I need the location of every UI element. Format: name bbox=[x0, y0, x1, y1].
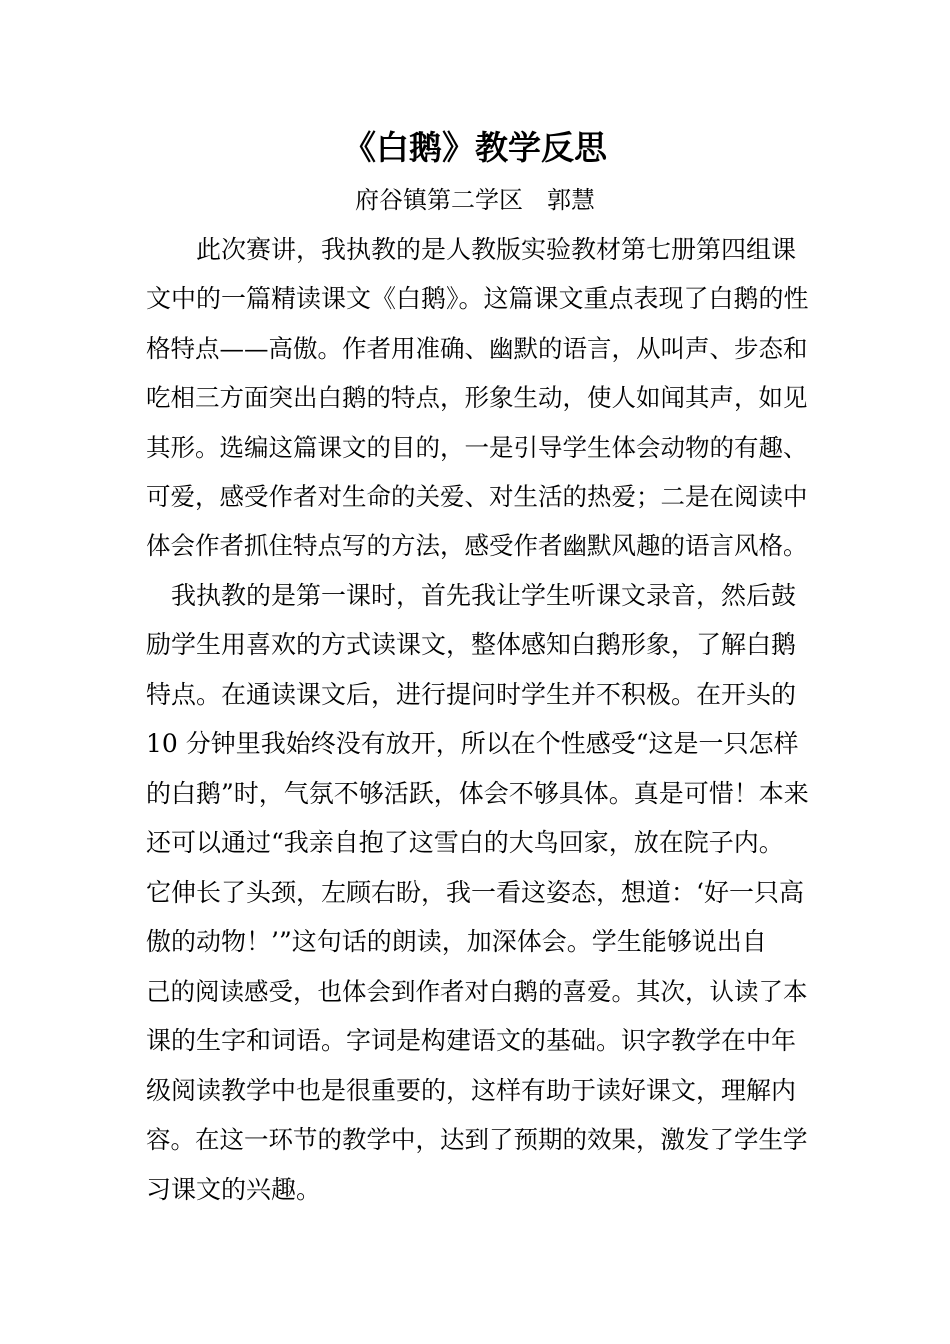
text-line: 吃相三方面突出白鹅的特点，形象生动，使人如闻其声，如见 bbox=[146, 383, 808, 412]
text-line: 级阅读教学中也是很重要的，这样有助于读好课文，理解内 bbox=[146, 1076, 797, 1105]
text-line: 格特点——高傲。作者用准确、幽默的语言，从叫声、步态和 bbox=[146, 334, 808, 363]
text-line: 其形。选编这篇课文的目的，一是引导学生体会动物的有趣、 bbox=[146, 433, 808, 462]
text-line: 文中的一篇精读课文《白鹅》。这篇课文重点表现了白鹅的性 bbox=[146, 284, 809, 313]
body-text bbox=[146, 0, 816, 1344]
text-line: 容。在这一环节的教学中，达到了预期的效果，激发了学生学 bbox=[146, 1125, 808, 1154]
document-title: 《白鹅》教学反思 bbox=[343, 128, 607, 167]
text-line: 励学生用喜欢的方式读课文，整体感知白鹅形象，了解白鹅 bbox=[146, 630, 797, 659]
text-line: 课的生字和词语。字词是构建语文的基础。识字教学在中年 bbox=[146, 1026, 797, 1055]
text-line: 习课文的兴趣。 bbox=[146, 1175, 322, 1204]
author-byline: 府谷镇第二学区 郭慧 bbox=[355, 186, 595, 214]
text-line: 它伸长了头颈，左顾右盼，我一看这姿态，想道：‘好一只高 bbox=[146, 878, 804, 907]
text-line: 己的阅读感受，也体会到作者对白鹅的喜爱。其次，认读了本 bbox=[146, 977, 808, 1006]
text-line: 此次赛讲，我执教的是人教版实验教材第七册第四组课 bbox=[196, 235, 797, 264]
text-line: 可爱，感受作者对生命的关爱、对生活的热爱；二是在阅读中 bbox=[146, 482, 808, 511]
text-line: 特点。在通读课文后，进行提问时学生并不积极。在开头的 bbox=[146, 680, 797, 709]
text-line: 傲的动物！’”这句话的朗读，加深体会。学生能够说出自 bbox=[146, 927, 767, 956]
text-line: 的白鹅”时，气氛不够活跃，体会不够具体。真是可惜！本来 bbox=[146, 779, 809, 808]
text-line: 我执教的是第一课时，首先我让学生听课文录音，然后鼓 bbox=[171, 581, 797, 610]
text-line: 还可以通过“我亲自抱了这雪白的大鸟回家，放在院子内。 bbox=[146, 828, 784, 857]
text-line: 10 分钟里我始终没有放开，所以在个性感受“这是一只怎样 bbox=[146, 729, 799, 758]
text-line: 体会作者抓住特点写的方法，感受作者幽默风趣的语言风格。 bbox=[146, 531, 808, 560]
